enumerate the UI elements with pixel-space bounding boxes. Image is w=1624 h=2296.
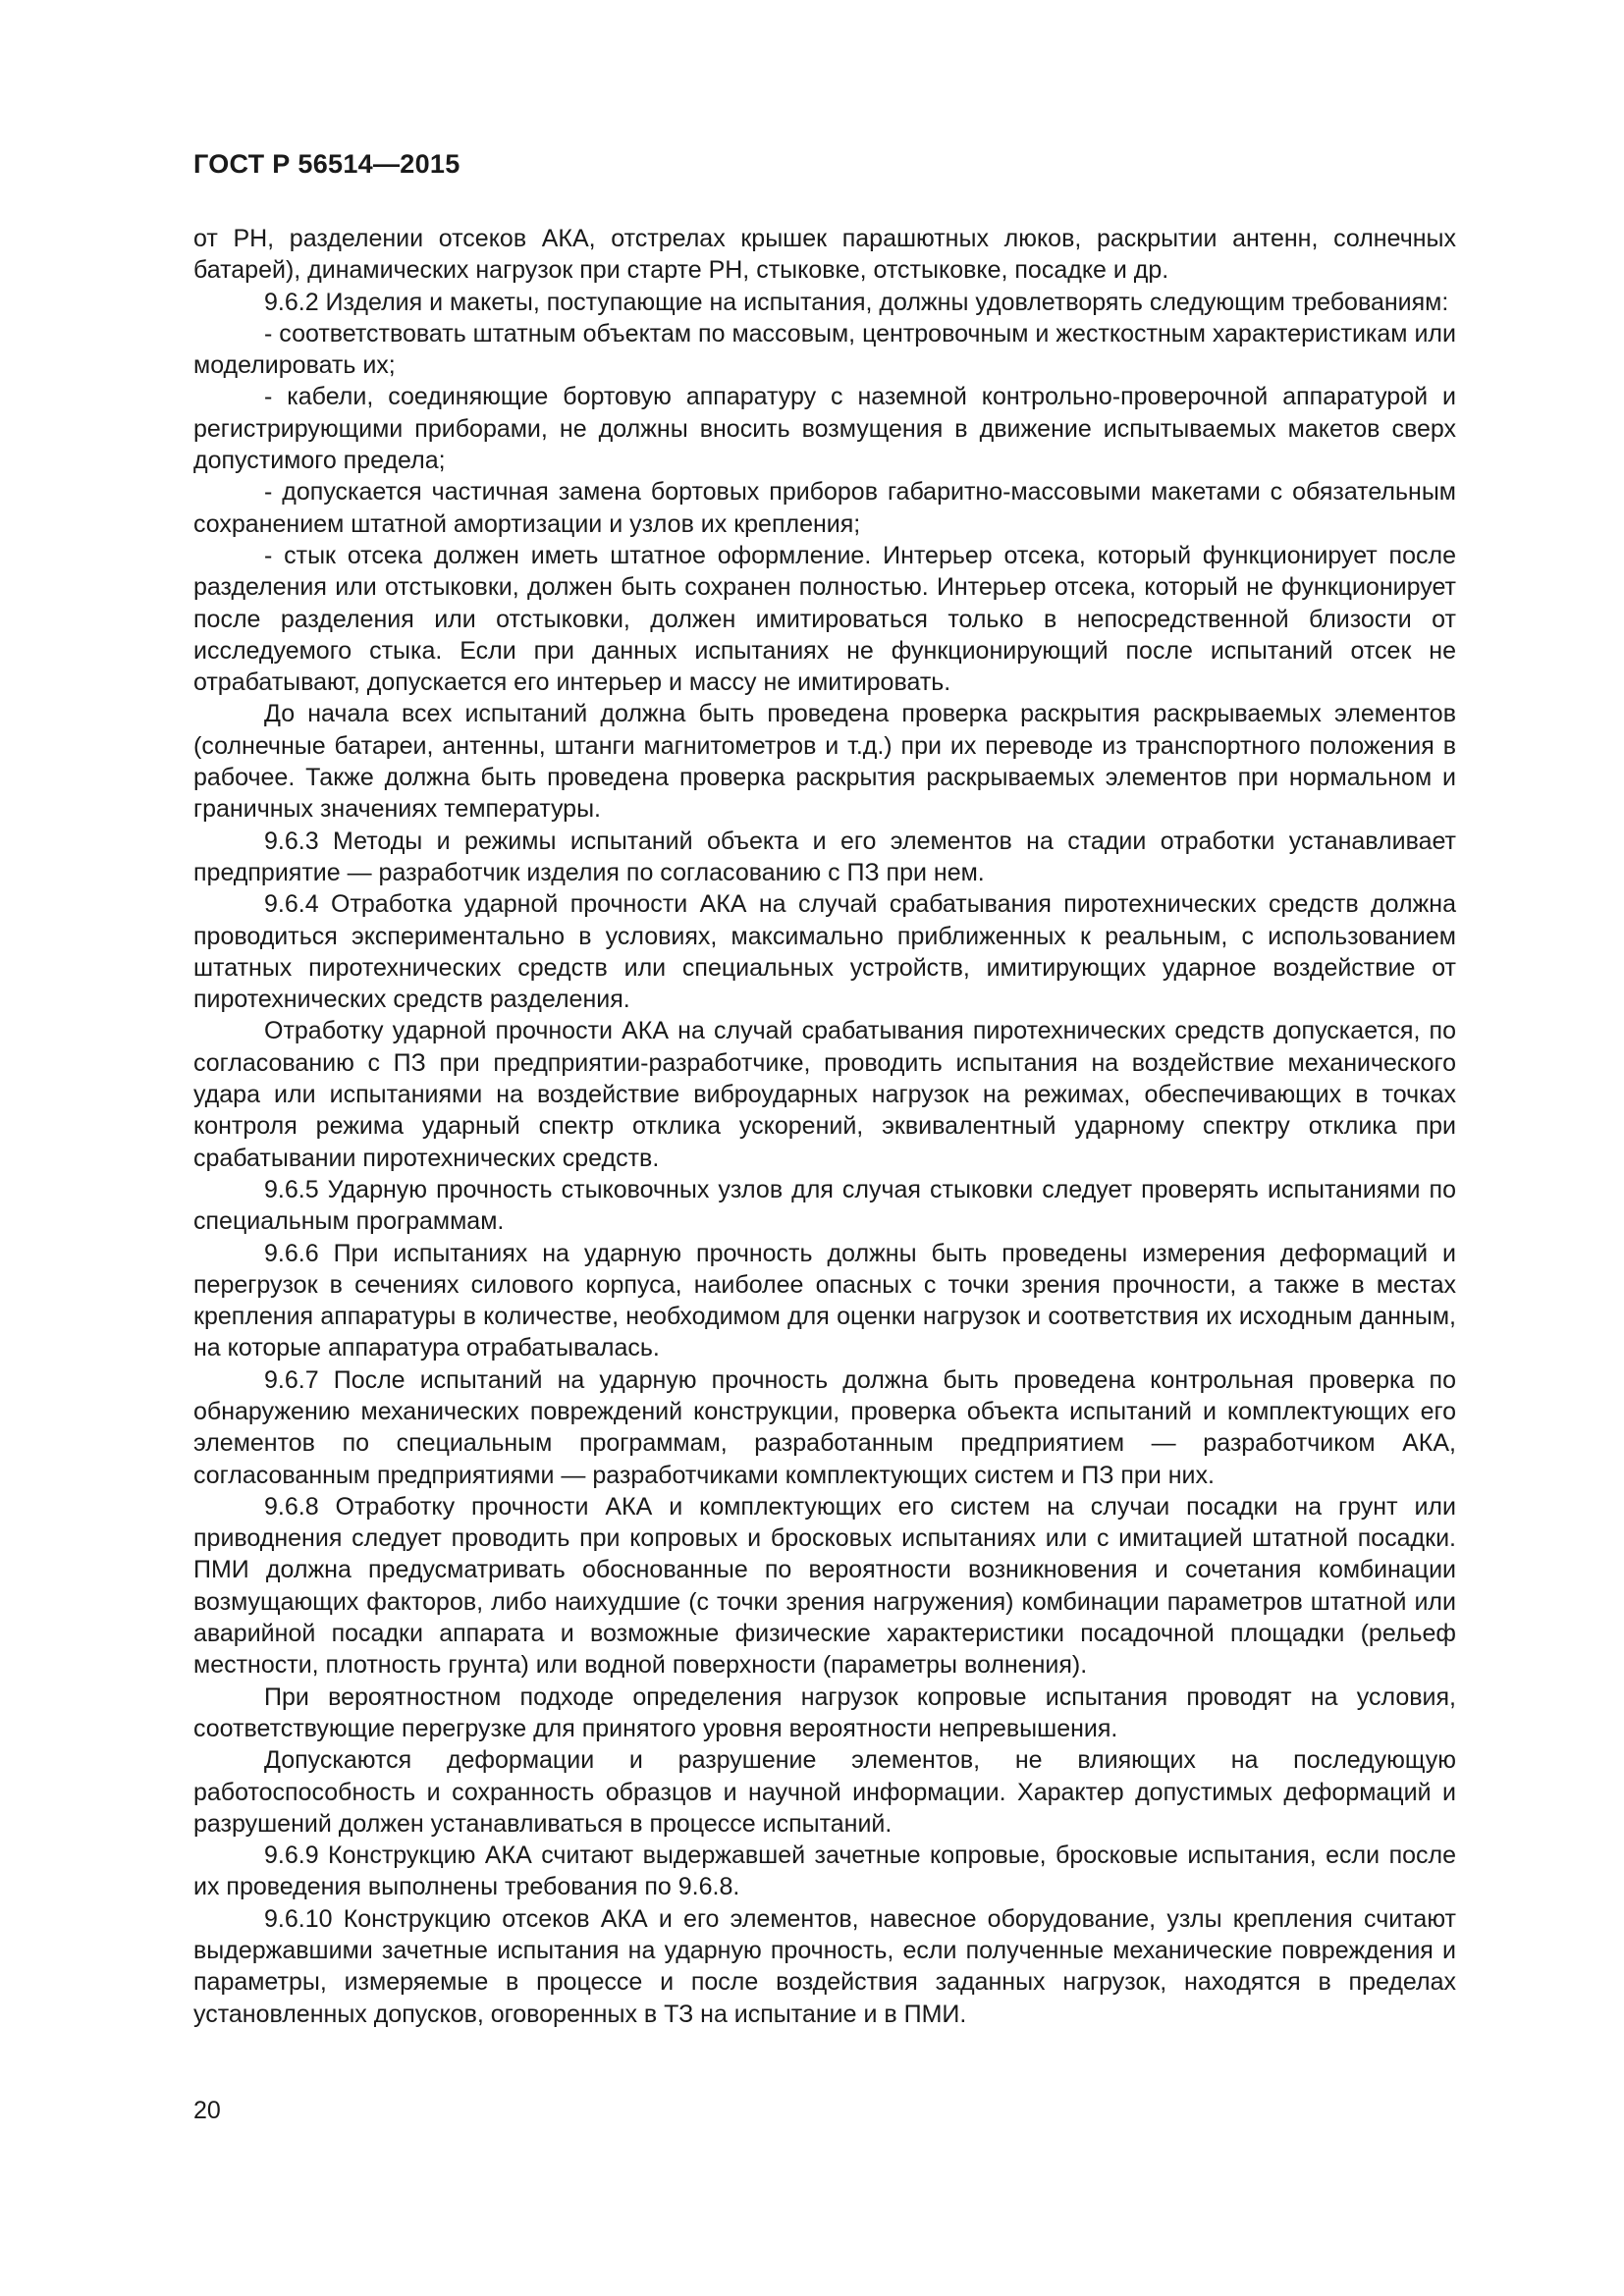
paragraph: 9.6.9 Конструкцию АКА считают выдержавшей зачетные копровые, бросковые испытания, если после их проведения выполнены требования по 9.6.8. <box>193 1842 1456 1901</box>
paragraph: Отработку ударной прочности АКА на случай срабатывания пиротехнических средств допускается, по согласованию с ПЗ при предприятии-разработчике, проводить испытания на воздействие механического удара или испытаниями на воздействие виброударных нагрузок на режимах, обеспечивающих в точках контроля режима ударный спектр отклика ускорений, эквивалентный ударному спектру отклика при срабатывании пиротехнических средств. <box>193 1017 1456 1172</box>
list-item: - кабели, соединяющие бортовую аппаратуру с наземной контрольно-проверочной аппаратурой и регистрирующими приборами, не должны вносить возмущения в движение испытываемых макетов сверх допустимого предела; <box>193 383 1456 475</box>
paragraph: от РН, разделении отсеков АКА, отстрелах крышек парашютных люков, раскрытии антенн, солнечных батарей), динамических нагрузок при старте РН, стыковке, отстыковке, посадке и др. <box>193 225 1456 285</box>
paragraph: 9.6.2 Изделия и макеты, поступающие на испытания, должны удовлетворять следующим требованиям: <box>264 288 1449 316</box>
paragraph: 9.6.5 Ударную прочность стыковочных узлов для случая стыковки следует проверять испытаниями по специальным программам. <box>193 1175 1456 1236</box>
document-body <box>193 223 1456 2030</box>
paragraph: 9.6.6 При испытаниях на ударную прочность должны быть проведены измерения деформаций и перегрузок в сечениях силового корпуса, наиболее опасных с точки зрения прочности, а также в местах крепления аппаратуры в количестве, необходимом для оценки нагрузок и соответствия их исходным данным, на которые аппаратура отрабатывалась. <box>193 1239 1456 1362</box>
paragraph: До начала всех испытаний должна быть проведена проверка раскрытия раскрываемых элементов (солнечные батареи, антенны, штанги магнитометров и т.д.) при их переводе из транспортного положения в рабочее. Также должна быть проведена проверка раскрытия раскрываемых элементов при нормальном и граничных значениях температуры. <box>193 700 1456 824</box>
list-item: - соответствовать штатным объектам по массовым, центровочным и жесткостным характеристикам или моделировать их; <box>193 319 1456 380</box>
paragraph: 9.6.8 Отработку прочности АКА и комплектующих его систем на случаи посадки на грунт или приводнения следует проводить при копровых и бросковых испытаниях или с имитацией штатной посадки. ПМИ должна предусматривать обоснованные по вероятности возникновения и сочетания комбинации возмущающих факторов, либо наихудшие (с точки зрения нагружения) комбинации параметров штатной или аварийной посадки аппарата и возможные физические характеристики посадочной площадки (рельеф местности, плотность грунта) или водной поверхности (параметры волнения). <box>193 1492 1456 1680</box>
paragraph: 9.6.4 Отработка ударной прочности АКА на случай срабатывания пиротехнических средств должна проводиться экспериментально в условиях, максимально приближенных к реальным, с использованием штатных пиротехнических средств или специальных устройств, имитирующих ударное воздействие от пиротехнических средств разделения. <box>193 890 1456 1014</box>
paragraph: 9.6.10 Конструкцию отсеков АКА и его элементов, навесное оборудование, узлы крепления считают выдержавшими зачетные испытания на ударную прочность, если полученные механические повреждения и параметры, измеряемые в процессе и после воздействия заданных нагрузок, находятся в пределах установленных допусков, оговоренных в ТЗ на испытание и в ПМИ. <box>193 1904 1456 2028</box>
paragraph: При вероятностном подходе определения нагрузок копровые испытания проводят на условия, соответствующие перегрузке для принятого уровня вероятности непревышения. <box>193 1682 1456 1742</box>
document-header: ГОСТ Р 56514—2015 <box>193 149 460 179</box>
page-number: 20 <box>193 2097 221 2124</box>
paragraph: Допускаются деформации и разрушение элементов, не влияющих на последующую работоспособность и сохранность образцов и научной информации. Характер допустимых деформаций и разрушений должен устанавливаться в процессе испытаний. <box>193 1746 1456 1838</box>
list-item: - допускается частичная замена бортовых приборов габаритно-массовыми макетами с обязательным сохранением штатной амортизации и узлов их крепления; <box>193 478 1456 538</box>
paragraph: 9.6.7 После испытаний на ударную прочность должна быть проведена контрольная проверка по обнаружению механических повреждений конструкции, проверка объекта испытаний и комплектующих его элементов по специальным программам, разработанным предприятием — разработчиком АКА, согласованным предприятиями — разработчиками комплектующих систем и ПЗ при них. <box>193 1365 1456 1489</box>
paragraph: 9.6.3 Методы и режимы испытаний объекта и его элементов на стадии отработки устанавливает предприятие — разработчик изделия по согласованию с ПЗ при нем. <box>193 827 1456 886</box>
list-item: - стык отсека должен иметь штатное оформление. Интерьер отсека, который функционирует после разделения или отстыковки, должен быть сохранен полностью. Интерьер отсека, который не функционирует после разделения или отстыковки, должен имитироваться только в непосредственной близости от исследуемого стыка. Если при данных испытаниях не функционирующий после испытаний отсек не отрабатывают, допускается его интерьер и массу не имитировать. <box>193 541 1456 697</box>
